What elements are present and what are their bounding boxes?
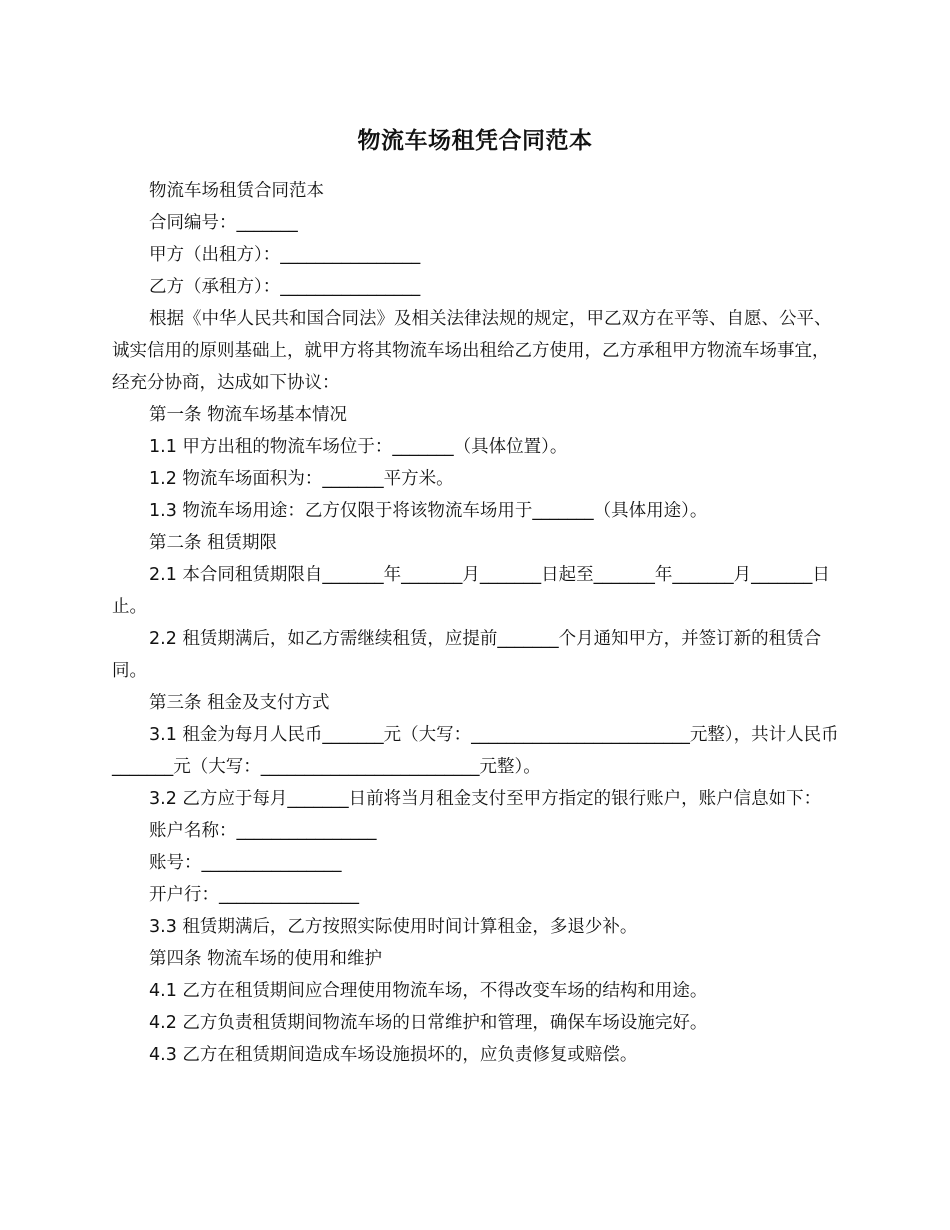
document-title: 物流车场租凭合同范本 [357,128,593,154]
clause-2-2: 2.2 租赁期满后，如乙方需继续租赁，应提前_______个月通知甲方，并签订新的租赁合同。 [112,629,822,681]
account-name-line: 账户名称：________________ [149,821,377,841]
paragraph-subtitle: 物流车场租赁合同范本 [149,181,324,201]
clause-4-1: 4.1 乙方在租赁期间应合理使用物流车场，不得改变车场的结构和用途。 [149,981,708,1001]
paragraph-contract-number: 合同编号：_______ [149,213,298,233]
section-heading-4: 第四条 物流车场的使用和维护 [149,949,383,969]
clause-4-3: 4.3 乙方在租赁期间造成车场设施损坏的，应负责修复或赔偿。 [149,1045,638,1065]
paragraph-preamble: 根据《中华人民共和国合同法》及相关法律法规的规定，甲乙双方在平等、自愿、公平、诚实信用的原则基础上，就甲方将其物流车场出租给乙方使用，乙方承租甲方物流车场事宜，经充分协商，达成如下协议： [112,309,832,393]
clause-3-2: 3.2 乙方应于每月_______日前将当月租金支付至甲方指定的银行账户，账户信息如下： [149,789,822,809]
section-heading-1: 第一条 物流车场基本情况 [149,405,348,425]
document-body [112,175,840,1071]
section-heading-2: 第二条 租赁期限 [149,533,278,553]
section-heading-3: 第三条 租金及支付方式 [149,693,330,713]
clause-1-2: 1.2 物流车场面积为：_______平方米。 [149,469,454,489]
clause-1-3: 1.3 物流车场用途：乙方仅限于将该物流车场用于_______（具体用途）。 [149,501,708,521]
paragraph-party-b: 乙方（承租方）：________________ [149,277,421,297]
paragraph-party-a: 甲方（出租方）：________________ [149,245,421,265]
bank-line: 开户行：________________ [149,885,359,905]
clause-2-1: 2.1 本合同租赁期限自_______年_______月_______日起至_______年_______月_______日止。 [112,565,830,617]
clause-3-3: 3.3 租赁期满后，乙方按照实际使用时间计算租金，多退少补。 [149,917,638,937]
account-number-line: 账号：________________ [149,853,342,873]
clause-1-1: 1.1 甲方出租的物流车场位于：_______（具体位置）。 [149,437,568,457]
clause-3-1: 3.1 租金为每月人民币_______元（大写：_________________________元整），共计人民币_______元（大写：_________________________元整）。 [112,725,839,777]
clause-4-2: 4.2 乙方负责租赁期间物流车场的日常维护和管理，确保车场设施完好。 [149,1013,708,1033]
